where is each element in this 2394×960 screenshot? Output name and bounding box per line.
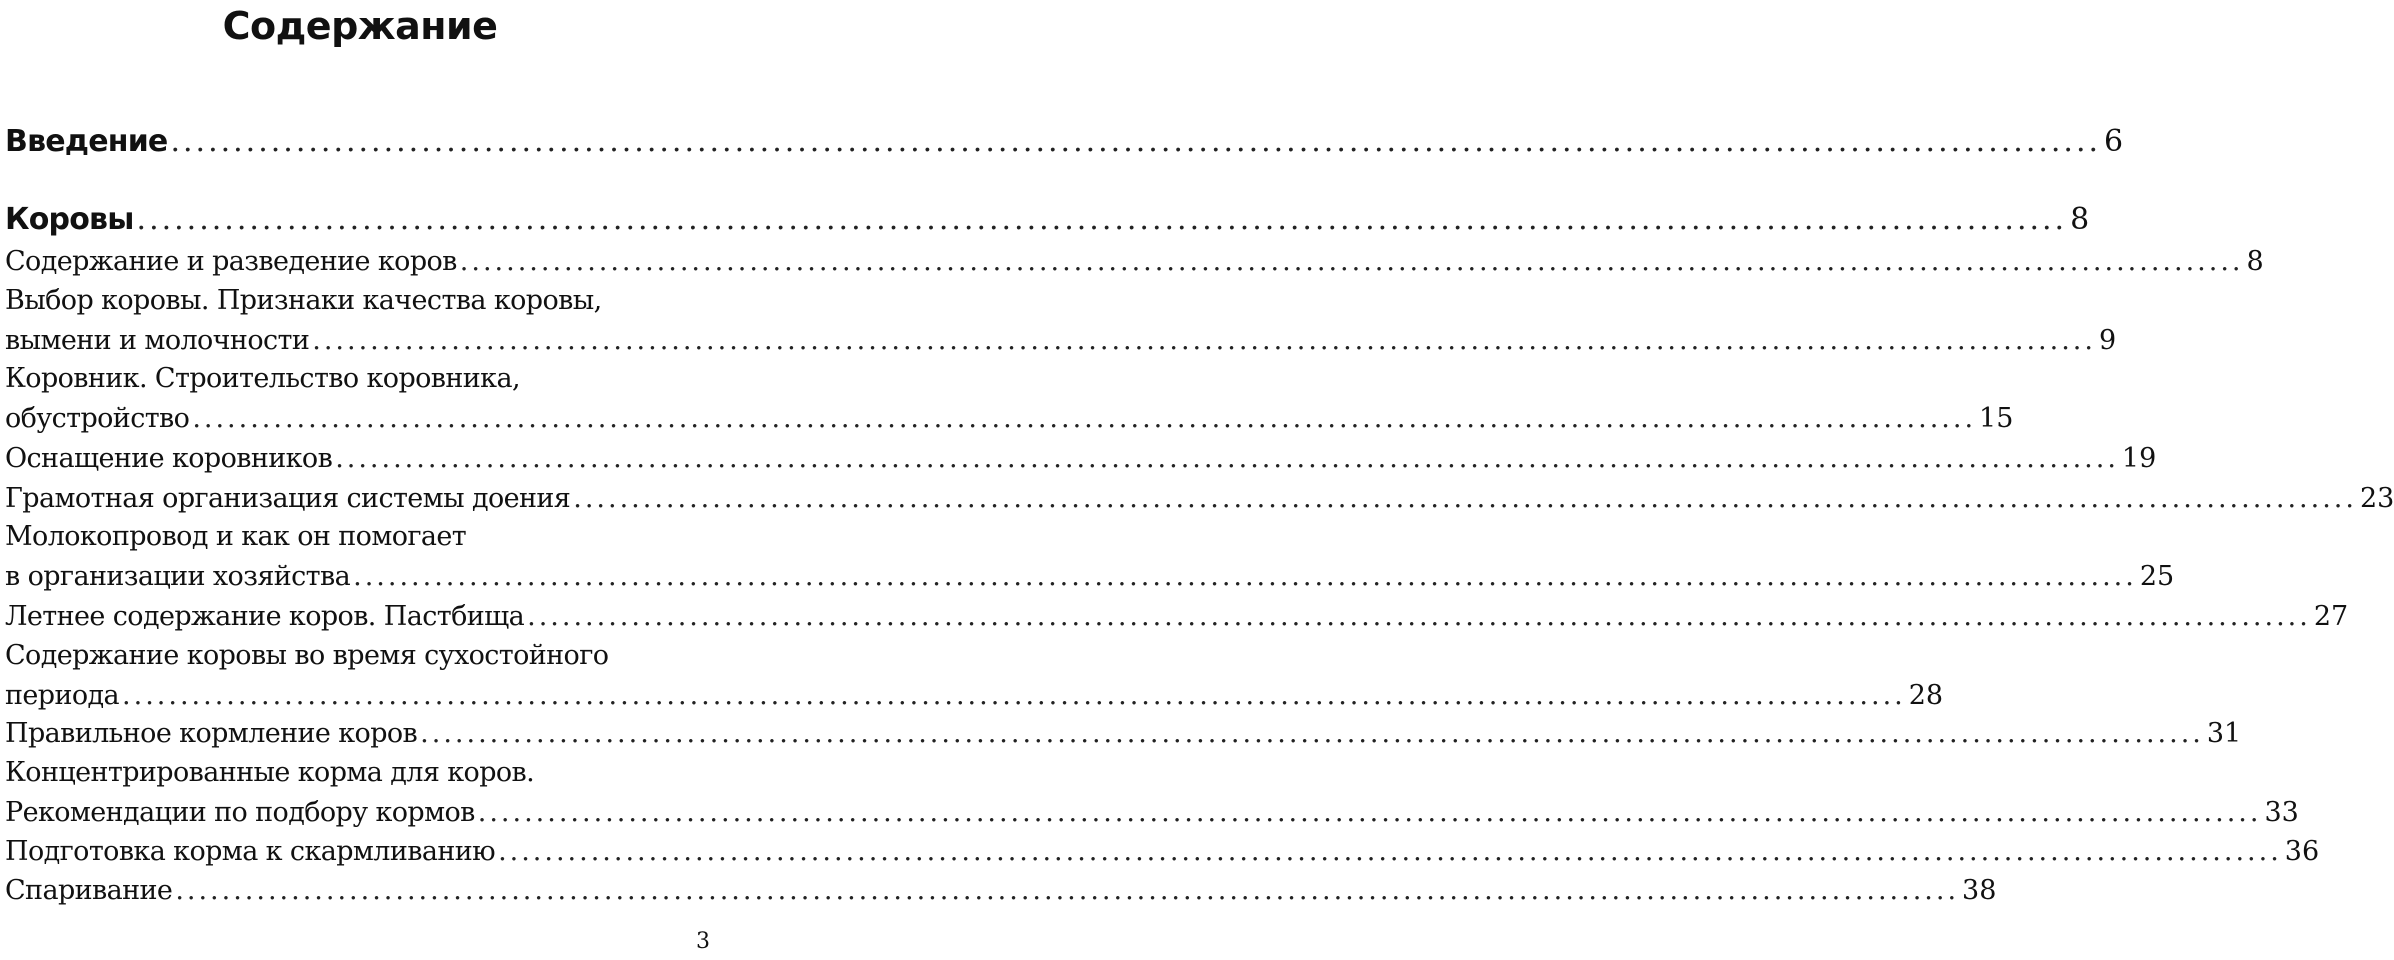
- entry-title-continued: вымени и молочности: [5, 325, 310, 356]
- entry-title-continued: в организации хозяйства: [5, 561, 351, 592]
- entry-title-continued: периода: [5, 680, 120, 711]
- toc-line: [5, 200, 2090, 240]
- entry-page-number: 8: [2070, 202, 2090, 237]
- entry-title-continued: Рекомендации по подбору кормов: [5, 797, 475, 828]
- entry-title: Грамотная организация системы доения: [5, 483, 571, 514]
- toc-line: [5, 871, 1997, 911]
- toc-entry[interactable]: [5, 521, 2175, 597]
- page-number: 3: [696, 929, 710, 954]
- toc-line: [5, 359, 713, 399]
- toc-entry[interactable]: [5, 871, 1997, 911]
- toc-entry[interactable]: [5, 832, 2320, 872]
- toc-line: [5, 832, 2320, 872]
- entry-page-number: 31: [2206, 718, 2242, 749]
- entry-title: Правильное кормление коров: [5, 718, 418, 749]
- toc-line: [5, 122, 2124, 162]
- entry-page-number: 36: [2284, 836, 2320, 867]
- entry-title: Коровы: [5, 202, 134, 237]
- toc-line: [5, 479, 2394, 519]
- leader-dots: ..........................................................................................................................................................: [192, 403, 1977, 434]
- leader-dots: ..........................................................................................................................................................: [498, 836, 2282, 867]
- toc-line: [5, 793, 2299, 833]
- entry-title: Коровник. Строительство коровника,: [5, 363, 520, 394]
- leader-dots: ..........................................................................................................................................................: [175, 875, 1960, 906]
- page-title: Содержание: [222, 4, 498, 48]
- toc-line: [5, 714, 2242, 754]
- leader-dots: ..........................................................................................................................................................: [459, 246, 2244, 277]
- entry-title: Концентрированные корма для коров.: [5, 757, 535, 788]
- entry-page-number: 9: [2098, 325, 2117, 356]
- leader-dots: ..........................................................................................................................................................: [527, 601, 2311, 632]
- toc-entry[interactable]: [5, 597, 2349, 637]
- toc-entry[interactable]: [5, 242, 2264, 282]
- leader-dots: ..........................................................................................................................................................: [420, 718, 2204, 749]
- toc-entry-cows[interactable]: [5, 200, 2090, 240]
- toc-entry[interactable]: [5, 285, 2117, 361]
- entry-title: Выбор коровы. Признаки качества коровы,: [5, 285, 602, 316]
- leader-dots: ..........................................................................................................................................................: [312, 325, 2096, 356]
- entry-page-number: 38: [1962, 875, 1997, 906]
- entry-page-number: 8: [2246, 246, 2264, 277]
- leader-dots: ..........................................................................................................................................................: [122, 680, 1906, 711]
- entry-page-number: 28: [1908, 680, 1944, 711]
- toc-line: [5, 753, 713, 793]
- toc-line: [5, 517, 713, 557]
- entry-page-number: 15: [1979, 403, 2014, 434]
- entry-title: Подготовка корма к скармливанию: [5, 836, 496, 867]
- toc-entry[interactable]: [5, 363, 2014, 439]
- entry-title-continued: обустройство: [5, 403, 190, 434]
- toc-entry[interactable]: [5, 714, 2242, 754]
- entry-title: Содержание и разведение коров: [5, 246, 457, 277]
- entry-title: Летнее содержание коров. Пастбища: [5, 601, 525, 632]
- leader-dots: ..........................................................................................................................................................: [573, 483, 2357, 514]
- toc-line: [5, 242, 2264, 282]
- leader-dots: ..........................................................................................................................................................: [170, 124, 2102, 159]
- toc-entry[interactable]: [5, 757, 2299, 833]
- toc-entry[interactable]: [5, 640, 1944, 716]
- toc-entry-introduction[interactable]: [5, 122, 2124, 162]
- toc-entry[interactable]: [5, 479, 2394, 519]
- toc-line: [5, 321, 2117, 361]
- entry-title: Оснащение коровников: [5, 443, 333, 474]
- entry-page-number: 27: [2313, 601, 2349, 632]
- entry-page-number: 23: [2359, 483, 2394, 514]
- entry-title: Содержание коровы во время сухостойного: [5, 640, 609, 671]
- entry-page-number: 19: [2121, 443, 2157, 474]
- leader-dots: ..........................................................................................................................................................: [477, 797, 2262, 828]
- toc-line: [5, 676, 1944, 716]
- leader-dots: ..........................................................................................................................................................: [136, 202, 2068, 237]
- leader-dots: ..........................................................................................................................................................: [353, 561, 2137, 592]
- toc-entry[interactable]: [5, 439, 2157, 479]
- toc-line: [5, 636, 713, 676]
- entry-title: Спаривание: [5, 875, 173, 906]
- entry-page-number: 33: [2264, 797, 2299, 828]
- toc-line: [5, 439, 2157, 479]
- leader-dots: ..........................................................................................................................................................: [335, 443, 2119, 474]
- entry-title: Молокопровод и как он помогает: [5, 521, 467, 552]
- entry-title: Введение: [5, 124, 168, 159]
- toc-line: [5, 597, 2349, 637]
- entry-page-number: 25: [2139, 561, 2175, 592]
- toc-line: [5, 557, 2175, 597]
- toc-line: [5, 281, 713, 321]
- entry-page-number: 6: [2104, 124, 2124, 159]
- toc-line: [5, 399, 2014, 439]
